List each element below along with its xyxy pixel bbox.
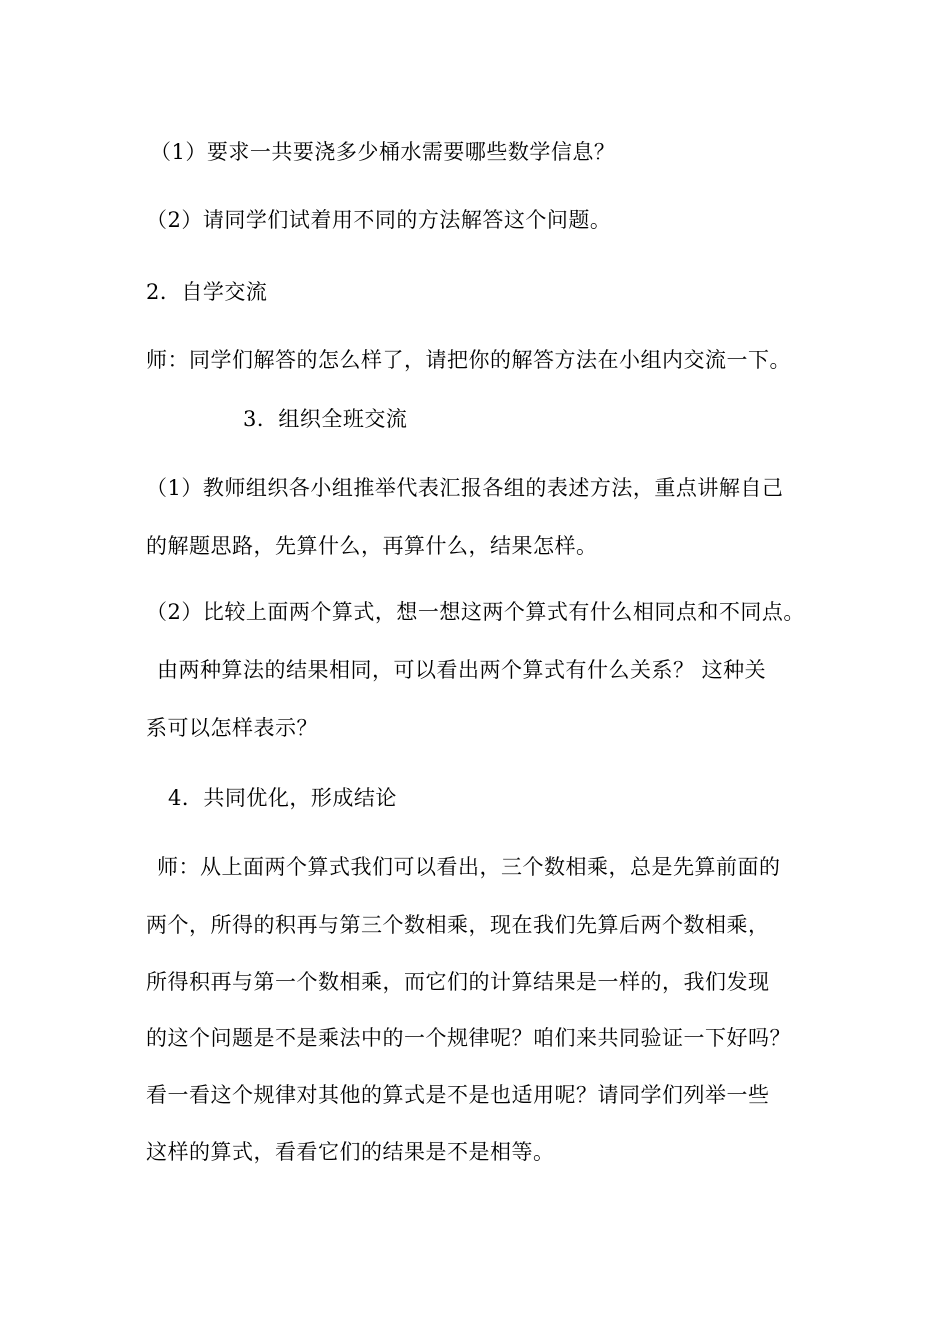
class-exchange-item-2-line-1: （2）比较上面两个算式，想一想这两个算式有什么相同点和不同点。 bbox=[146, 600, 805, 624]
class-exchange-item-2-line-3: 系可以怎样表示？ bbox=[146, 716, 318, 740]
conclusion-line-2: 两个，所得的积再与第三个数相乘，现在我们先算后两个数相乘， bbox=[146, 913, 770, 937]
conclusion-line-5: 看一看这个规律对其他的算式是不是也适用呢？请同学们列举一些 bbox=[146, 1083, 770, 1107]
class-exchange-item-2-line-2: 由两种算法的结果相同，可以看出两个算式有什么关系？ 这种关 bbox=[157, 658, 767, 682]
class-exchange-item-1-line-2: 的解题思路，先算什么，再算什么，结果怎样。 bbox=[146, 534, 598, 558]
conclusion-line-3: 所得积再与第一个数相乘，而它们的计算结果是一样的，我们发现 bbox=[146, 970, 770, 994]
conclusion-line-6: 这样的算式，看看它们的结果是不是相等。 bbox=[146, 1140, 555, 1164]
section-2-heading: 2．自学交流 bbox=[146, 280, 268, 304]
conclusion-line-1: 师：从上面两个算式我们可以看出，三个数相乘，总是先算前面的 bbox=[157, 855, 781, 879]
section-3-heading: 3．组织全班交流 bbox=[243, 407, 408, 431]
teacher-remark-line: 师：同学们解答的怎么样了，请把你的解答方法在小组内交流一下。 bbox=[146, 348, 791, 372]
question-2-line: （2）请同学们试着用不同的方法解答这个问题。 bbox=[146, 208, 612, 232]
class-exchange-item-1-line-1: （1）教师组织各小组推举代表汇报各组的表述方法，重点讲解自己 bbox=[146, 476, 784, 500]
conclusion-line-4: 的这个问题是不是乘法中的一个规律呢？咱们来共同验证一下好吗？ bbox=[146, 1026, 791, 1050]
section-4-heading: 4．共同优化，形成结论 bbox=[168, 786, 397, 810]
question-1-line: （1）要求一共要浇多少桶水需要哪些数学信息？ bbox=[150, 140, 616, 164]
